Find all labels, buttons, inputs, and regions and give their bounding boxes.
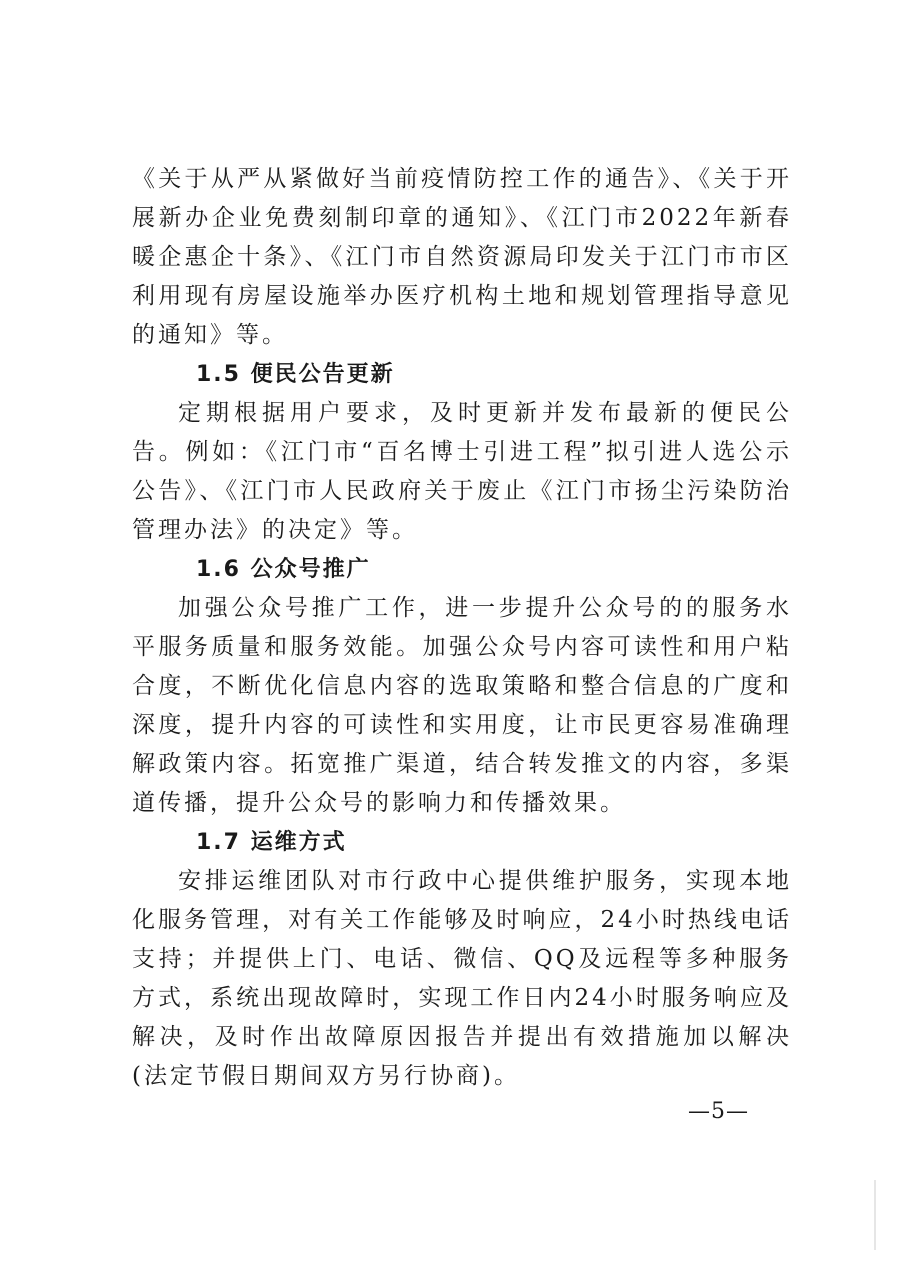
paragraph-account-promotion: 加强公众号推广工作，进一步提升公众号的的服务水平服务质量和服务效能。加强公众号内容可读性和用户粘合度，不断优化信息内容的选取策略和整合信息的广度和深度，提升内容的可读性和实用度，让市民更容易准确理解政策内容。拓宽推广渠道，结合转发推文的内容，多渠道传播，提升公众号的影响力和传播效果。: [132, 595, 792, 816]
document-body: [132, 160, 792, 1096]
section-heading-1-7: 1.7 运维方式: [196, 830, 347, 855]
scan-edge-mark: [874, 1180, 876, 1250]
paragraph-notices-list: 《关于从严从紧做好当前疫情防控工作的通告》、《关于开展新办企业免费刻制印章的通知》、《江门市2022年新春暖企惠企十条》、《江门市自然资源局印发关于江门市市区利用现有房屋设施举办医疗机构土地和规划管理指导意见的通知》等。: [132, 166, 792, 348]
section-heading-1-6: 1.6 公众号推广: [196, 557, 371, 582]
paragraph-maintenance: 安排运维团队对市行政中心提供维护服务，实现本地化服务管理，对有关工作能够及时响应，24小时热线电话支持；并提供上门、电话、微信、QQ及远程等多种服务方式，系统出现故障时，实现工作日内24小时服务响应及解决，及时作出故障原因报告并提出有效措施加以解决(法定节假日期间双方另行协商)。: [132, 868, 792, 1089]
section-heading-1-5: 1.5 便民公告更新: [196, 362, 395, 387]
page-number: —5—: [688, 1099, 749, 1124]
paragraph-public-notices: 定期根据用户要求，及时更新并发布最新的便民公告。例如：《江门市“百名博士引进工程”拟引进人选公示公告》、《江门市人民政府关于废止《江门市扬尘污染防治管理办法》的决定》等。: [132, 400, 792, 543]
